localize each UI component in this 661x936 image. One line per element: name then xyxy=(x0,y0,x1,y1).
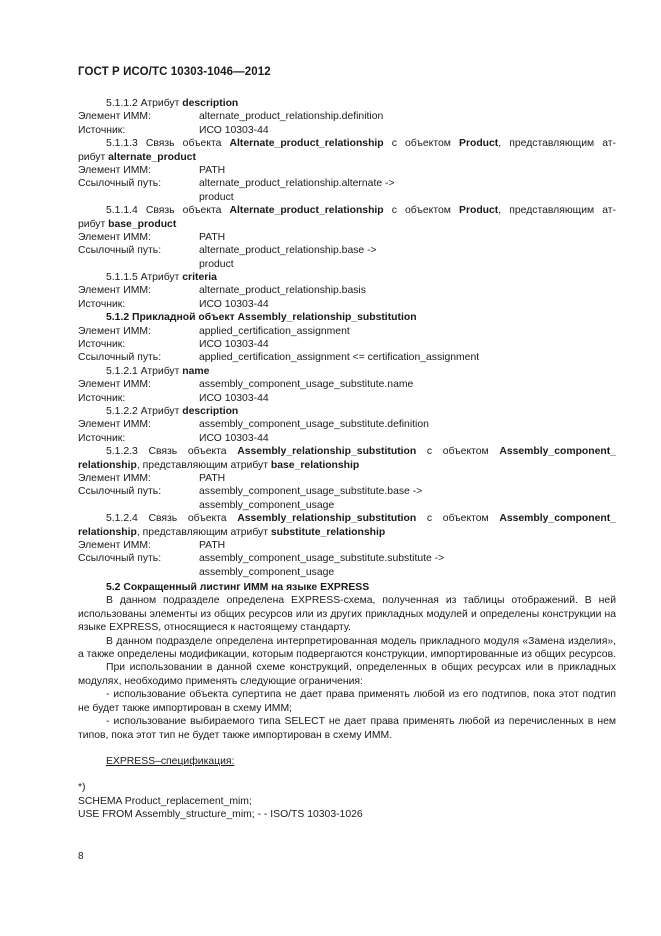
mapping-row: Элемент ИММ: alternate_product_relationship.definition xyxy=(78,111,384,123)
mapping-row: Источник: ИСО 10303-44 xyxy=(78,298,269,310)
mapping-row-cont: assembly_component_usage xyxy=(199,566,335,578)
clause-5-1-1-5-title: 5.1.1.5 Атрибут criteria xyxy=(106,272,217,284)
mapping-row: Элемент ИММ: applied_certification_assignment xyxy=(78,325,350,337)
clause-5-1-1-4-title: 5.1.1.4 Связь объекта Alternate_product_relationship с объектом Product, представляющим ат- xyxy=(106,205,617,217)
clause-5-1-2-3-title-cont: relationship, представляющим атрибут base_relationship xyxy=(78,459,360,471)
clause-5-1-2-2-title: 5.1.2.2 Атрибут description xyxy=(106,405,239,417)
paragraph: В данном подразделе определена интерпретированная модель прикладного модуля «Замена изделия», а также определены модификации, которым подвергаются конструкции, импортированные из общих ресурсов. xyxy=(78,635,616,661)
code-line: USE FROM Assembly_structure_mim; - - ISO/TS 10303-1026 xyxy=(78,809,363,821)
document-header: ГОСТ Р ИСО/ТС 10303-1046—2012 xyxy=(78,66,271,78)
clause-5-1-2-3-title: 5.1.2.3 Связь объекта Assembly_relationship_substitution с объектом Assembly_component_ xyxy=(106,446,616,458)
mapping-row: Ссылочный путь: applied_certification_assignment <= certification_assignment xyxy=(78,352,480,364)
document-body xyxy=(78,97,616,821)
clause-5-1-1-3-title: 5.1.1.3 Связь объекта Alternate_product_relationship с объектом Product, представляющим ат- xyxy=(106,138,617,150)
mapping-row: Элемент ИММ: PATH xyxy=(78,231,226,243)
mapping-row: Ссылочный путь: assembly_component_usage_substitute.base -> xyxy=(78,486,423,498)
mapping-row-cont: product xyxy=(199,191,234,203)
mapping-row: Элемент ИММ: alternate_product_relationship.basis xyxy=(78,285,366,297)
mapping-row: Элемент ИММ: PATH xyxy=(78,164,226,176)
code-line: *) xyxy=(78,782,86,794)
paragraph: При использовании в данной схеме конструкций, определенных в общих ресурсах или в прикладных модулях, необходимо применять следующие ограничения: xyxy=(78,662,616,687)
clause-5-1-1-2-title: 5.1.1.2 Атрибут description xyxy=(106,98,239,109)
list-item: - использование выбираемого типа SELECT не дает права применять любой из перечисленных в нем типов, пока этот тип не будет также импортирован в схему ИММ. xyxy=(78,716,616,741)
paragraph: В данном подразделе определена EXPRESS-схема, полученная из таблицы отображений. В ней использованы элементы из общих ресурсов или из других прикладных модулей и определены конструкции на языке EXPRESS, относящиеся к настоящему стандарту. xyxy=(78,595,616,634)
clause-5-1-1-4-title-cont: рибут base_product xyxy=(78,218,177,230)
express-spec-label: EXPRESS–спецификация: xyxy=(106,755,235,767)
list-item: - использование объекта супертипа не дает права применять любой из его подтипов, пока этот подтип не будет также импортирован в схему ИММ; xyxy=(78,689,616,714)
mapping-row: Ссылочный путь: assembly_component_usage_substitute.substitute -> xyxy=(78,553,445,565)
mapping-row: Ссылочный путь: alternate_product_relationship.base -> xyxy=(78,245,377,257)
mapping-row: Источник: ИСО 10303-44 xyxy=(78,339,269,351)
mapping-row: Элемент ИММ: PATH xyxy=(78,472,226,484)
clause-5-1-1-3-title-cont: рибут alternate_product xyxy=(78,151,196,163)
section-5-2-title: 5.2 Сокращенный листинг ИММ на языке EXPRESS xyxy=(106,582,370,594)
clause-5-1-2-4-title-cont: relationship, представляющим атрибут substitute_relationship xyxy=(78,526,386,538)
page-number: 8 xyxy=(78,851,84,862)
mapping-row-cont: assembly_component_usage xyxy=(199,499,335,511)
clause-5-1-2-1-title: 5.1.2.1 Атрибут name xyxy=(106,365,210,377)
mapping-row: Ссылочный путь: alternate_product_relationship.alternate -> xyxy=(78,178,395,190)
clause-5-1-2-title: 5.1.2 Прикладной объект Assembly_relationship_substitution xyxy=(106,312,417,324)
code-line: SCHEMA Product_replacement_mim; xyxy=(78,795,252,807)
mapping-row: Элемент ИММ: assembly_component_usage_substitute.name xyxy=(78,379,414,391)
clause-5-1-2-4-title: 5.1.2.4 Связь объекта Assembly_relationship_substitution с объектом Assembly_component_ xyxy=(106,513,616,525)
mapping-row: Элемент ИММ: PATH xyxy=(78,539,226,551)
mapping-row-cont: product xyxy=(199,258,234,270)
mapping-row: Источник: ИСО 10303-44 xyxy=(78,392,269,404)
mapping-row: Элемент ИММ: assembly_component_usage_substitute.definition xyxy=(78,419,429,431)
mapping-row: Источник: ИСО 10303-44 xyxy=(78,124,269,136)
mapping-row: Источник: ИСО 10303-44 xyxy=(78,432,269,444)
